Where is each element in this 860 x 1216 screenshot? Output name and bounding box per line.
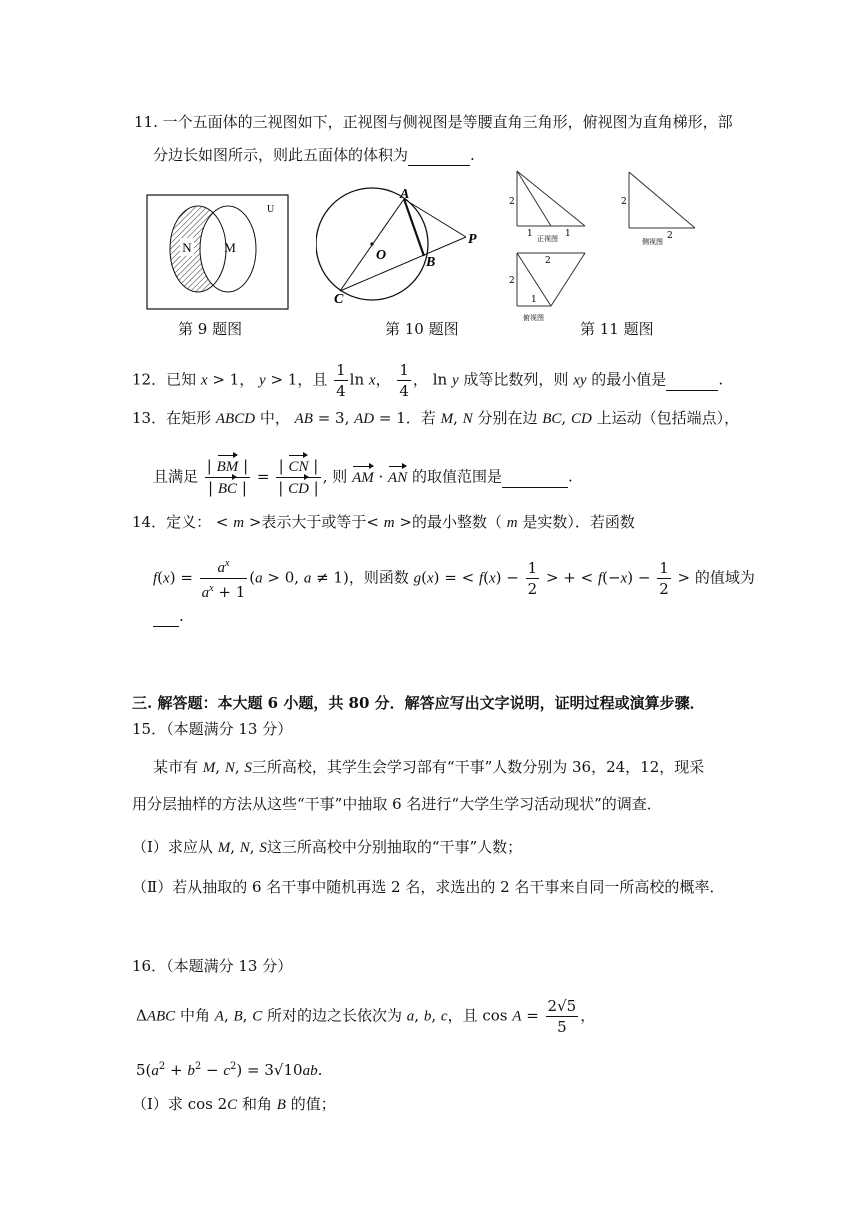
q12-line: 12．已知 x > 1， y > 1，且 $\frac{1}{4}$ ln x， $\frac{1}{4}$ ， ln y 成等比数列，则 xy 的最小值是 . — [132, 361, 724, 400]
svg-text:2: 2 — [509, 197, 515, 207]
q13-line1: 13．在矩形 ABCD 中， AB = 3, AD = 1．若 M, N 分别在边 BC, CD 上运动（包括端点）， — [132, 409, 740, 427]
top-view — [509, 253, 585, 322]
venn-label-m: M — [224, 240, 236, 255]
q15-part1: （Ⅰ）求应从 M, N, S这三所高校中分别抽取的“干事”人数； — [132, 838, 523, 856]
fig11-three-views — [505, 168, 705, 328]
answer-blank — [408, 145, 470, 166]
svg-text:2: 2 — [509, 276, 515, 286]
q14-line2: f(x) = $\frac{a^x}{a^x + 1}$ (a > 0, a ≠ 1)，则函数 g(x) = < f(x) − $\frac{1}{2}$ > + < f(−x) − $\frac{1}{2}$ > 的值域为 — [153, 554, 755, 603]
q15-part2: （Ⅱ）若从抽取的 6 名干事中随机再选 2 名，求选出的 2 名干事来自同一所高校的概率． — [132, 878, 725, 896]
q16-part1: （Ⅰ）求 cos 2C 和角 B 的值； — [132, 1095, 336, 1113]
svg-text:侧视图: 侧视图 — [642, 238, 663, 246]
q16-header: 16．（本题满分 13 分） — [132, 957, 293, 975]
svg-text:1: 1 — [531, 295, 537, 305]
answer-blank — [666, 370, 718, 391]
section-3-title: 三. 解答题：本大题 6 小题，共 80 分．解答应写出文字说明，证明过程或演算步骤． — [132, 694, 705, 712]
fig9-venn-diagram — [146, 194, 291, 314]
svg-text:2: 2 — [621, 197, 627, 207]
q16-line1: ΔABC 中角 A, B, C 所对的边之长依次为 a, b, c，且 cos A = $\frac{2√5}{5}$ ， — [136, 997, 596, 1036]
point-b-label: B — [426, 255, 436, 270]
point-p-label: P — [468, 232, 477, 247]
venn-label-n: N — [182, 240, 192, 255]
q15-para1: 某市有 M, N, S三所高校，其学生会学习部有“干事”人数分别为 36，24，12，现采 — [153, 758, 705, 776]
q14-line3: . — [153, 606, 184, 627]
q13-line2: 且满足 $\frac{| BM |}{| BC |}$ = $\frac{| CN |}{| CD |}$ , 则 AM · AN 的取值范围是 . — [153, 457, 573, 497]
venn-label-u: U — [267, 204, 275, 215]
svg-text:俯视图: 俯视图 — [523, 314, 544, 322]
q11-line1: 11. 一个五面体的三视图如下，正视图与侧视图是等腰直角三角形，俯视图为直角梯形，部 — [134, 113, 733, 131]
q16-line2: $5(a^2 + b^2 - c^2) = 3√10ab$. — [136, 1061, 323, 1079]
point-o-label: O — [376, 248, 387, 263]
fig9-caption: 第 9 题图 — [178, 320, 243, 338]
point-c-label: C — [334, 292, 344, 306]
fig10-caption: 第 10 题图 — [385, 320, 459, 338]
q15-header: 15．（本题满分 13 分） — [132, 720, 293, 738]
q15-para2: 用分层抽样的方法从这些“干事”中抽取 6 名进行“大学生学习活动现状”的调查． — [132, 795, 662, 813]
fig11-caption: 第 11 题图 — [580, 320, 654, 338]
answer-blank — [153, 606, 179, 627]
front-view — [509, 171, 585, 243]
q11-line2: 分边长如图所示，则此五面体的体积为 . — [153, 146, 475, 164]
point-a-label: A — [400, 187, 410, 202]
svg-text:2: 2 — [667, 231, 673, 241]
svg-text:1: 1 — [565, 229, 571, 239]
svg-text:正视图: 正视图 — [537, 235, 558, 243]
svg-text:1: 1 — [527, 229, 533, 239]
answer-blank — [502, 467, 568, 488]
fig10-circle-diagram — [316, 186, 486, 306]
q14-line1: 14．定义： < m >表示大于或等于< m >的最小整数（ m 是实数）．若函数 — [132, 513, 635, 531]
svg-text:2: 2 — [545, 256, 551, 266]
side-view — [621, 172, 695, 246]
